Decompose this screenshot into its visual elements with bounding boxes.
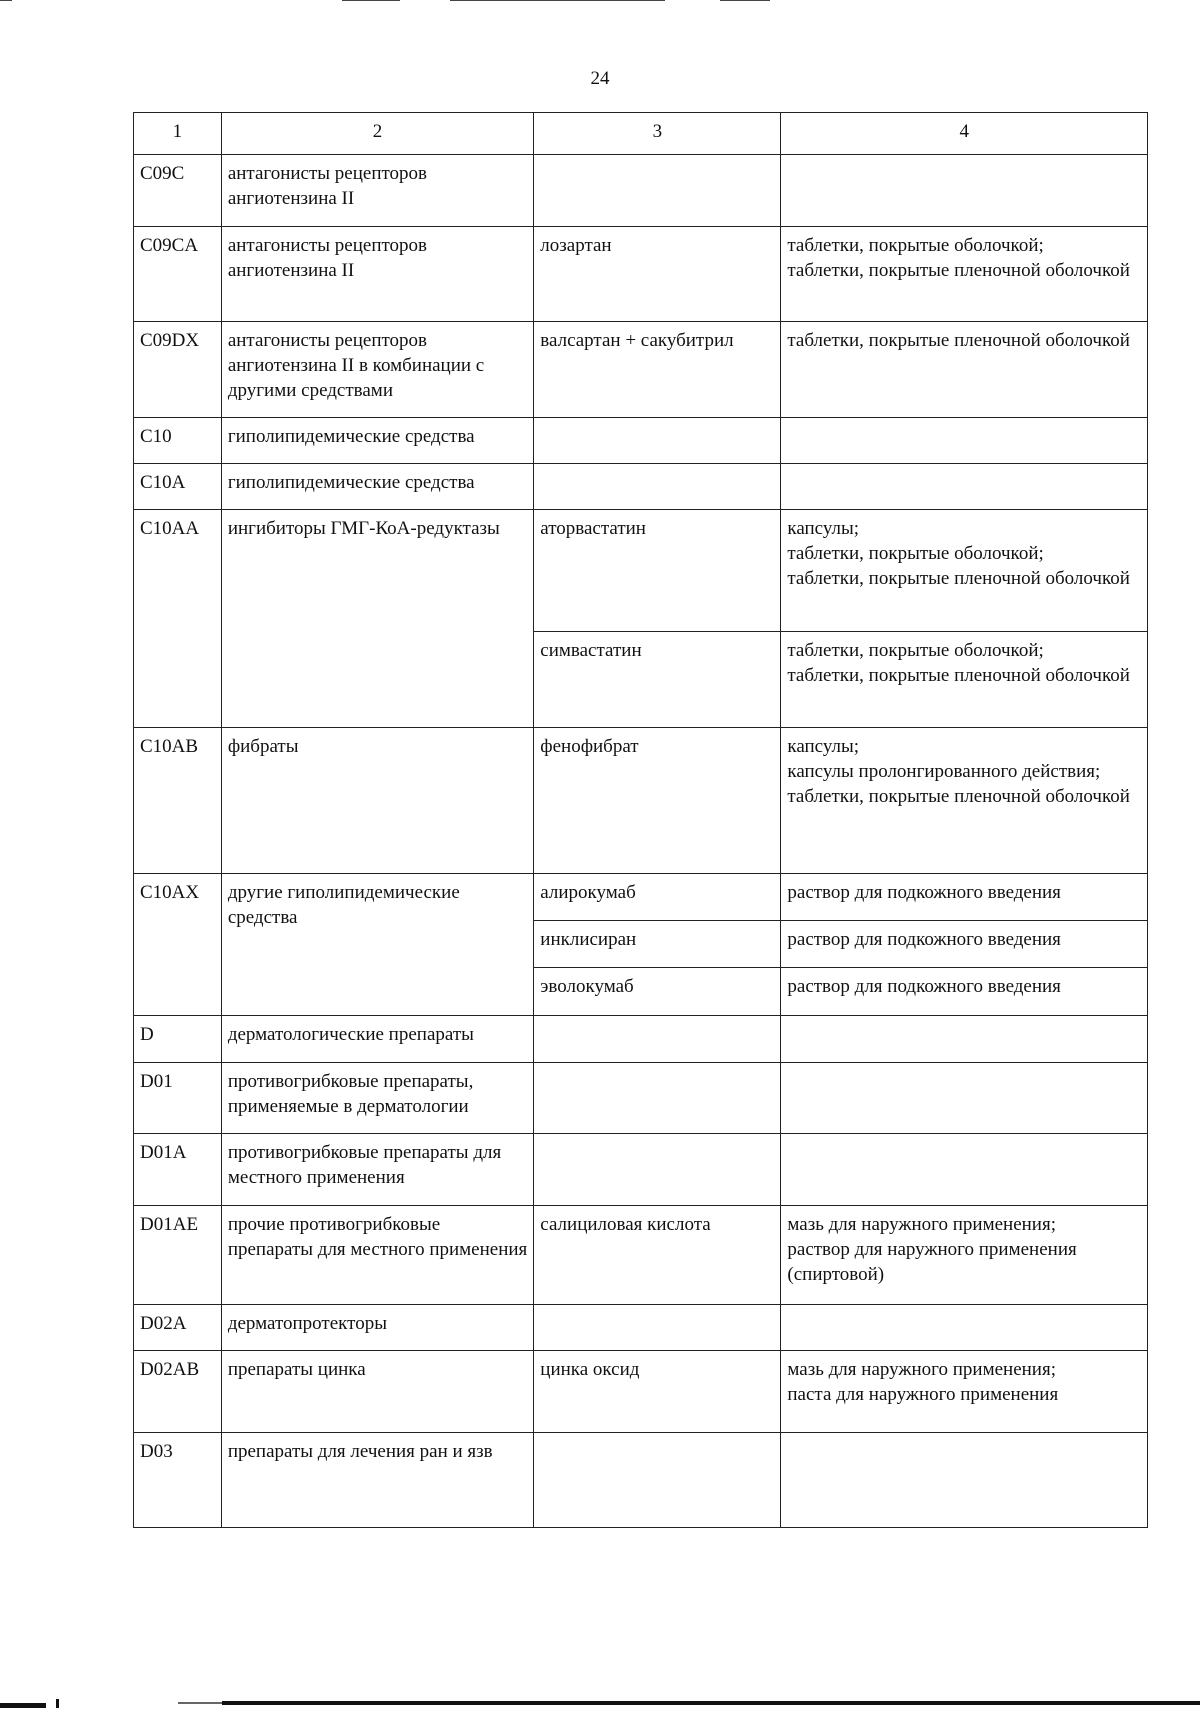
anatomical-group-cell: другие гиполипидемические средства [221, 874, 533, 1016]
drug-name-cell [534, 1305, 781, 1351]
table-row [134, 322, 1148, 418]
anatomical-group-cell: гиполипидемические средства [221, 418, 533, 464]
dosage-form-cell [781, 227, 1148, 322]
dosage-form-line: таблетки, покрытые пленочной оболочкой [787, 330, 1130, 351]
anatomical-group-cell: дерматопротекторы [221, 1305, 533, 1351]
atc-code-cell: C10AA [134, 510, 222, 728]
atc-code-cell: C10AX [134, 874, 222, 1016]
dosage-form-cell [781, 322, 1148, 418]
anatomical-group-cell: ингибиторы ГМГ-КоА-редуктазы [221, 510, 533, 728]
dosage-form-cell [781, 874, 1148, 921]
dosage-form-cell [781, 510, 1148, 632]
drug-name-cell [534, 464, 781, 510]
anatomical-group-cell: препараты для лечения ран и язв [221, 1433, 533, 1528]
anatomical-group-cell: противогрибковые препараты для местного применения [221, 1134, 533, 1206]
drug-name-cell [534, 155, 781, 227]
atc-code-cell: C09CA [134, 227, 222, 322]
drug-name-cell [534, 1134, 781, 1206]
dosage-form-line: таблетки, покрытые оболочкой; [787, 235, 1044, 256]
column-header-1: 1 [134, 113, 222, 155]
drug-name-cell: инклисиран [534, 921, 781, 968]
dosage-form-cell [781, 1134, 1148, 1206]
atc-code-cell: C10AB [134, 728, 222, 874]
table-row [134, 1433, 1148, 1528]
drug-name-cell: симвастатин [534, 632, 781, 728]
table-row [134, 227, 1148, 322]
dosage-form-cell [781, 1433, 1148, 1528]
dosage-form-cell [781, 632, 1148, 728]
dosage-form-cell [781, 1063, 1148, 1134]
table-row [134, 1351, 1148, 1433]
anatomical-group-cell: дерматологические препараты [221, 1016, 533, 1063]
table-row [134, 728, 1148, 874]
atc-code-cell: C09DX [134, 322, 222, 418]
dosage-form-cell [781, 155, 1148, 227]
dosage-form-cell [781, 464, 1148, 510]
table-row [134, 1063, 1148, 1134]
anatomical-group-cell: гиполипидемические средства [221, 464, 533, 510]
dosage-form-line: таблетки, покрытые оболочкой; [787, 640, 1044, 661]
table-row [134, 1016, 1148, 1063]
atc-code-cell: D01 [134, 1063, 222, 1134]
atc-code-cell: D [134, 1016, 222, 1063]
dosage-form-cell [781, 1305, 1148, 1351]
medication-table [133, 112, 1148, 1528]
atc-code-cell: D03 [134, 1433, 222, 1528]
table-row [134, 510, 1148, 632]
dosage-form-line: капсулы; [787, 518, 860, 539]
drug-name-cell: аторвастатин [534, 510, 781, 632]
anatomical-group-cell: антагонисты рецепторов ангиотензина II в комбинации с другими средствами [221, 322, 533, 418]
dosage-form-line: таблетки, покрытые пленочной оболочкой [787, 786, 1130, 807]
anatomical-group-cell: антагонисты рецепторов ангиотензина II [221, 227, 533, 322]
drug-name-cell: валсартан + сакубитрил [534, 322, 781, 418]
scan-artifact-top [0, 0, 1200, 6]
dosage-form-cell [781, 1016, 1148, 1063]
column-header-4: 4 [781, 113, 1148, 155]
anatomical-group-cell: антагонисты рецепторов ангиотензина II [221, 155, 533, 227]
atc-code-cell: D01A [134, 1134, 222, 1206]
drug-name-cell [534, 1063, 781, 1134]
table-body [134, 155, 1148, 1528]
dosage-form-line: таблетки, покрытые пленочной оболочкой [787, 260, 1130, 281]
anatomical-group-cell: прочие противогрибковые препараты для местного применения [221, 1206, 533, 1305]
drug-name-cell [534, 418, 781, 464]
drug-name-cell: алирокумаб [534, 874, 781, 921]
dosage-form-line: раствор для подкожного введения [787, 929, 1061, 950]
column-header-3: 3 [534, 113, 781, 155]
dosage-form-line: таблетки, покрытые пленочной оболочкой [787, 568, 1130, 589]
atc-code-cell: D01AE [134, 1206, 222, 1305]
scan-artifact-bottom [0, 1690, 1200, 1712]
anatomical-group-cell: фибраты [221, 728, 533, 874]
drug-name-cell: эволокумаб [534, 968, 781, 1016]
dosage-form-line: паста для наружного применения [787, 1384, 1059, 1405]
table-row [134, 1305, 1148, 1351]
dosage-form-cell [781, 968, 1148, 1016]
page-number: 24 [590, 68, 610, 89]
drug-name-cell [534, 1433, 781, 1528]
table-row [134, 418, 1148, 464]
drug-name-cell: салициловая кислота [534, 1206, 781, 1305]
column-header-2: 2 [221, 113, 533, 155]
atc-code-cell: C10A [134, 464, 222, 510]
dosage-form-cell [781, 921, 1148, 968]
dosage-form-line: капсулы пролонгированного действия; [787, 761, 1101, 782]
drug-name-cell: фенофибрат [534, 728, 781, 874]
table-row [134, 874, 1148, 921]
drug-name-cell [534, 1016, 781, 1063]
dosage-form-line: мазь для наружного применения; [787, 1214, 1056, 1235]
atc-code-cell: C10 [134, 418, 222, 464]
dosage-form-line: таблетки, покрытые пленочной оболочкой [787, 665, 1130, 686]
dosage-form-line: таблетки, покрытые оболочкой; [787, 543, 1044, 564]
table-row [134, 155, 1148, 227]
anatomical-group-cell: препараты цинка [221, 1351, 533, 1433]
table-row [134, 1206, 1148, 1305]
dosage-form-cell [781, 418, 1148, 464]
anatomical-group-cell: противогрибковые препараты, применяемые в дерматологии [221, 1063, 533, 1134]
dosage-form-cell [781, 1351, 1148, 1433]
header-row [134, 113, 1148, 155]
drug-name-cell: цинка оксид [534, 1351, 781, 1433]
table-row [134, 1134, 1148, 1206]
atc-code-cell: D02AB [134, 1351, 222, 1433]
dosage-form-cell [781, 728, 1148, 874]
dosage-form-line: раствор для подкожного введения [787, 976, 1061, 997]
dosage-form-line: раствор для подкожного введения [787, 882, 1061, 903]
dosage-form-line: мазь для наружного применения; [787, 1359, 1056, 1380]
dosage-form-line: капсулы; [787, 736, 860, 757]
dosage-form-line: раствор для наружного применения (спиртовой) [787, 1239, 1077, 1285]
dosage-form-cell [781, 1206, 1148, 1305]
atc-code-cell: D02A [134, 1305, 222, 1351]
drug-name-cell: лозартан [534, 227, 781, 322]
table-row [134, 464, 1148, 510]
atc-code-cell: C09C [134, 155, 222, 227]
